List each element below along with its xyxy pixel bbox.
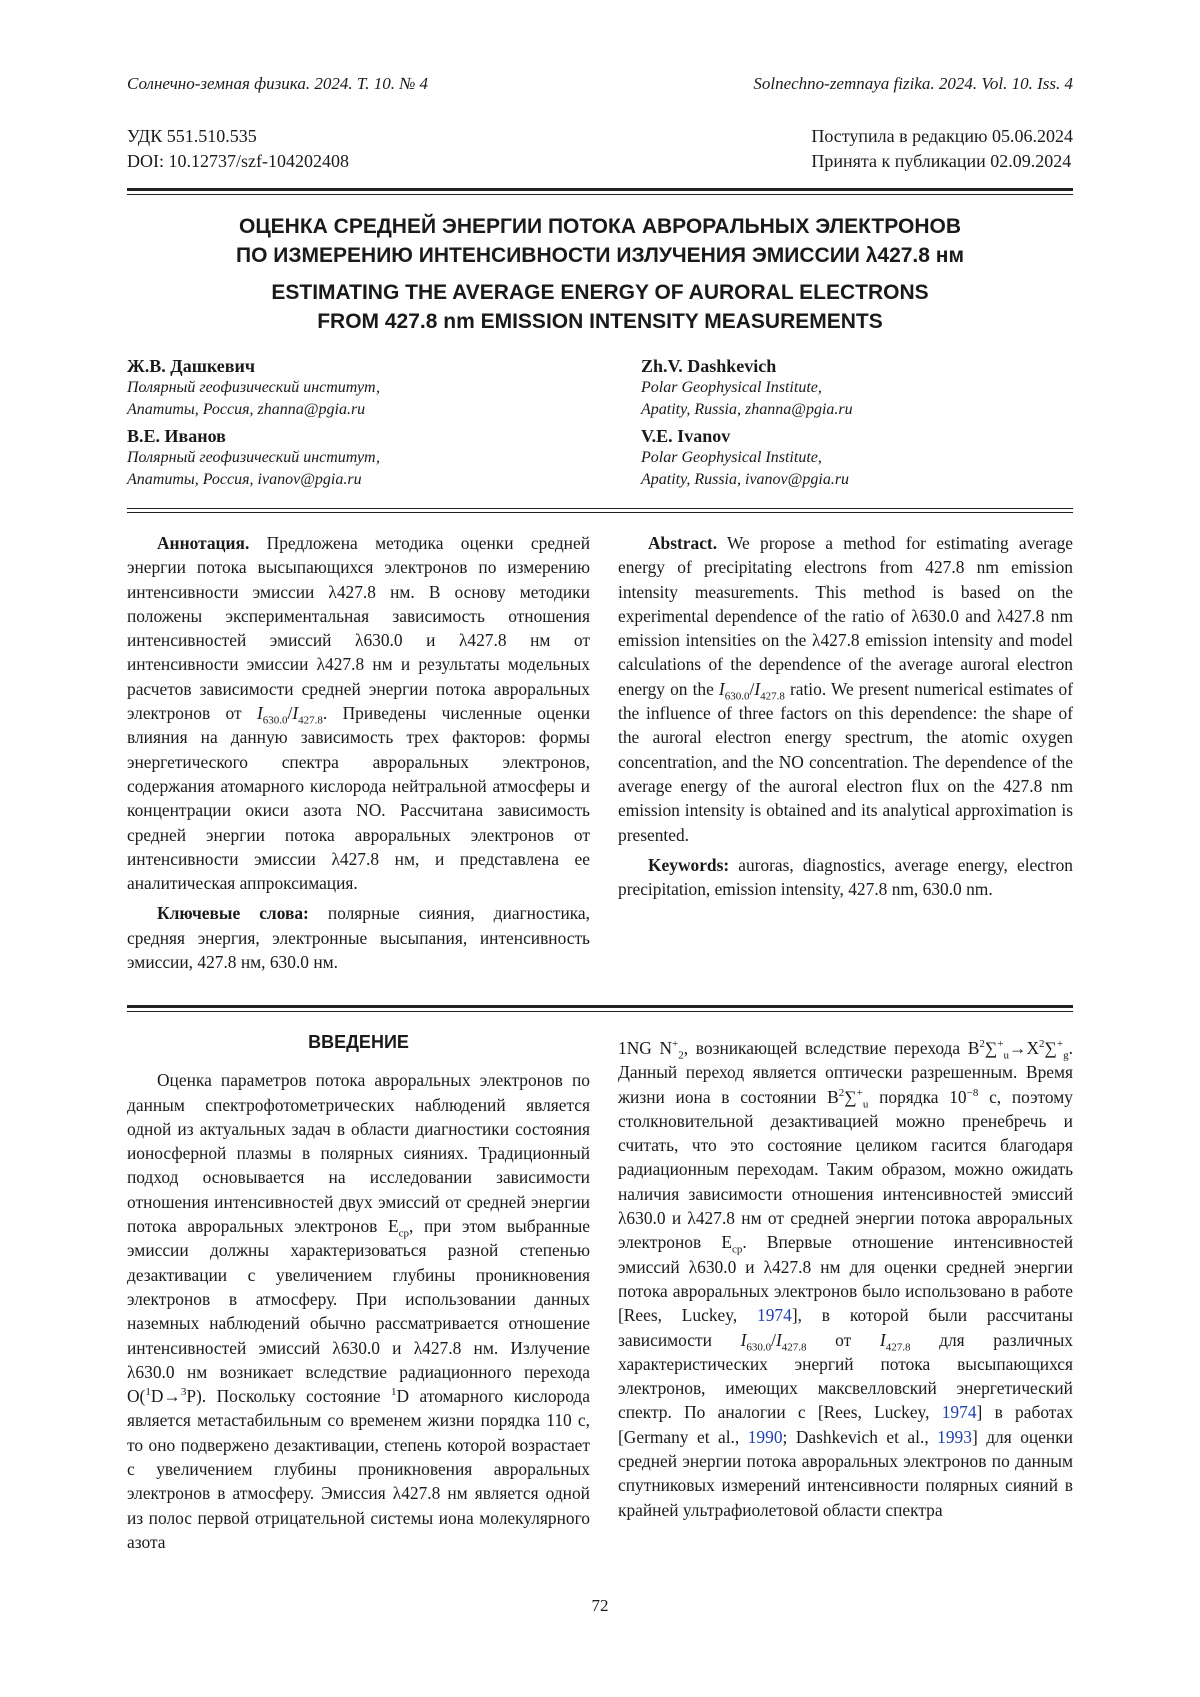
title-ru-line1: ОЦЕНКА СРЕДНЕЙ ЭНЕРГИИ ПОТОКА АВРОРАЛЬНЫХ ЭЛЕКТРОНОВ — [239, 215, 961, 238]
author-affiliation: Polar Geophysical Institute, — [641, 379, 822, 396]
citation-link[interactable]: 1974 — [941, 1402, 977, 1423]
keywords-en-label: Keywords: — [648, 854, 730, 875]
abstract-ru-body: Аннотация. Предложена методика оценки средней энергии потока высыпающихся электронов по измерению интенсивности эмиссии λ427.8 нм. В основу методики положены экспериментальная зависимость отношения интенсивностей эмиссий λ630.0 и λ427.8 нм от интенсивности эмиссии λ427.8 нм и результаты модельных расчетов зависимости средней энергии потока авроральных электронов от $I_{630.0}/I_{427.8}$. Приведены численные оценки влияния на данную зависимость трех факторов: формы энергетического спектра авроральных электронов, содержания атомарного кислорода нейтральной атмосферы и концентрации окиси азота NO. Рассчитана зависимость средней энергии потока авроральных электронов от интенсивности эмиссии λ427.8 нм, и представлена ее аналитическая аппроксимация. — [127, 533, 591, 894]
doi: DOI: 10.12737/szf-104202408 — [127, 151, 349, 171]
author-affiliation: Apatity, Russia, ivanov@pgia.ru — [641, 471, 850, 488]
divider-top — [127, 188, 1073, 191]
title-en-line2: FROM 427.8 nm EMISSION INTENSITY MEASUREMENTS — [317, 310, 883, 333]
abstract-en-body: Abstract. We propose a method for estimating average energy of precipitating electrons from 427.8 nm emission intensity measurements. This method is based on the experimental dependence of the ratio of λ630.0 and λ427.8 nm emission intensities on the λ427.8 emission intensity and model calculations of the dependence of the average auroral electron energy on the $I_{630.0}/I_{427.8}$ ratio. We present numerical estimates of the influence of three factors on this dependence: the shape of the auroral electron energy spectrum, the atomic oxygen concentration, and the NO concentration. The dependence of the average energy of the auroral electron flux on the 427.8 nm emission intensity is obtained and its analytical approximation is presented. — [618, 533, 1073, 845]
intro-paragraph: Оценка параметров потока авроральных электронов по данным спектрофотометрических наблюдений является одной из актуальных задач в области диагностики состояния ионосферной плазмы в полярных сияниях. Традиционный подход основывается на исследовании зависимости отношения интенсивностей двух эмиссий от средней энергии потока авроральных электронов $E_{ср}$, при этом выбранные эмиссии должны характеризоваться разной степенью дезактивации с увеличением глубины проникновения электронов в атмосферу. При использовании данных наземных наблюдений обычно рассматривается отношение интенсивностей эмиссий λ630.0 и λ427.8 нм. Излучение λ630.0 нм возникает вследствие радиационного перехода O($^1$D→$^3$P). Поскольку состояние $^1$D атомарного кислорода является метастабильным со временем жизни порядка 110 с, то оно подвержено дезактивации, степень которой возрастает с увеличением глубины проникновения авроральных электронов в атмосферу. Эмиссия λ427.8 нм является одной из полос первой отрицательной системы иона молекулярного азота — [127, 1070, 590, 1552]
article-meta-right — [811, 124, 1073, 174]
divider-authors — [127, 508, 1073, 509]
citation-link[interactable]: 1974 — [757, 1305, 792, 1326]
authors-ru — [127, 355, 567, 491]
author-affiliation: Полярный геофизический институт, — [127, 379, 380, 396]
author-name: Zh.V. Dashkevich — [641, 356, 777, 376]
title-ru — [127, 212, 1073, 270]
running-header-en: Solnechno-zemnaya fizika. 2024. Vol. 10. Iss. 4 — [753, 74, 1073, 93]
authors-en — [641, 355, 1081, 491]
abstract-ru-label: Аннотация. — [157, 533, 250, 553]
abstract-ru — [127, 531, 590, 974]
intro-paragraph-cont: 1NG $N^+_2$, возникающей вследствие перехода $B^2\sum^+_u\to X^2\sum^+_g$. Данный переход является оптически разрешенным. Время жизни иона в состоянии $B^2\sum^+_u$ порядка $10^{-8}$ с, поэтому столкновительной дезактивацией можно пренебречь и считать, что это состояние целиком гасится благодаря радиационным переходам. Таким образом, можно ожидать наличия зависимости отношения интенсивностей эмиссий λ630.0 и λ427.8 нм от средней энергии потока авроральных электронов $E_{ср}$. Впервые отношение интенсивностей эмиссий λ630.0 и λ427.8 нм для оценки средней энергии потока авроральных электронов было использовано в работе [Rees, Luckey, 1974], в которой были рассчитаны зависимости $I_{630.0}/I_{427.8}$ от $I_{427.8}$ для различных характеристических энергий потока высыпающихся электронов, имеющих максвелловский энергетический спектр. По аналогии с [Rees, Luckey, 1974] в работах [Germany et al., 1990; Dashkevich et al., 1993] для оценки средней энергии потока авроральных электронов по данным спутниковых измерений интенсивности полярных сияний в крайней ультрафиолетовой области спектра — [618, 1038, 1074, 1520]
title-ru-line2: ПО ИЗМЕРЕНИЮ ИНТЕНСИВНОСТИ ИЗЛУЧЕНИЯ ЭМИССИИ λ427.8 нм — [236, 244, 964, 267]
citation-link[interactable]: 1993 — [937, 1426, 972, 1447]
intro-left-column — [127, 1030, 590, 1554]
received-date: Поступила в редакцию 05.06.2024 — [811, 126, 1073, 146]
intro-right-column — [618, 1036, 1073, 1522]
citation-link[interactable]: 1990 — [747, 1426, 783, 1447]
author-affiliation: Apatity, Russia, zhanna@pgia.ru — [641, 401, 853, 418]
running-header-ru: Солнечно-земная физика. 2024. Т. 10. № 4 — [127, 74, 428, 93]
keywords-ru: Ключевые слова: полярные сияния, диагностика, средняя энергия, электронные высыпания, интенсивность эмиссии, 427.8 нм, 630.0 нм. — [127, 903, 590, 973]
divider-top-thin — [127, 194, 1073, 195]
title-en-line1: ESTIMATING THE AVERAGE ENERGY OF AURORAL ELECTRONS — [271, 281, 929, 304]
author-affiliation: Апатиты, Россия, ivanov@pgia.ru — [127, 471, 362, 488]
divider-body — [127, 1005, 1073, 1008]
divider-body-thin — [127, 1011, 1073, 1012]
article-meta-left — [127, 124, 349, 174]
author-name: V.E. Ivanov — [641, 426, 731, 446]
author-name: В.Е. Иванов — [127, 426, 226, 446]
section-heading: ВВЕДЕНИЕ — [308, 1032, 409, 1052]
author-name: Ж.В. Дашкевич — [127, 356, 256, 376]
page-number: 72 — [591, 1596, 609, 1615]
keywords-en: Keywords: auroras, diagnostics, average energy, electron precipitation, emission intensity, 427.8 nm, 630.0 nm. — [618, 854, 1073, 900]
title-en — [127, 278, 1073, 336]
author-affiliation: Апатиты, Россия, zhanna@pgia.ru — [127, 401, 366, 418]
abstract-en-label: Abstract. — [648, 533, 718, 553]
author-affiliation: Polar Geophysical Institute, — [641, 449, 822, 466]
divider-authors-2 — [127, 512, 1073, 513]
author-affiliation: Полярный геофизический институт, — [127, 449, 380, 466]
abstract-en — [618, 531, 1073, 901]
keywords-ru-label: Ключевые слова: — [157, 903, 309, 924]
accepted-date: Принята к публикации 02.09.2024 — [811, 151, 1072, 171]
udk-code: УДК 551.510.535 — [127, 126, 257, 146]
